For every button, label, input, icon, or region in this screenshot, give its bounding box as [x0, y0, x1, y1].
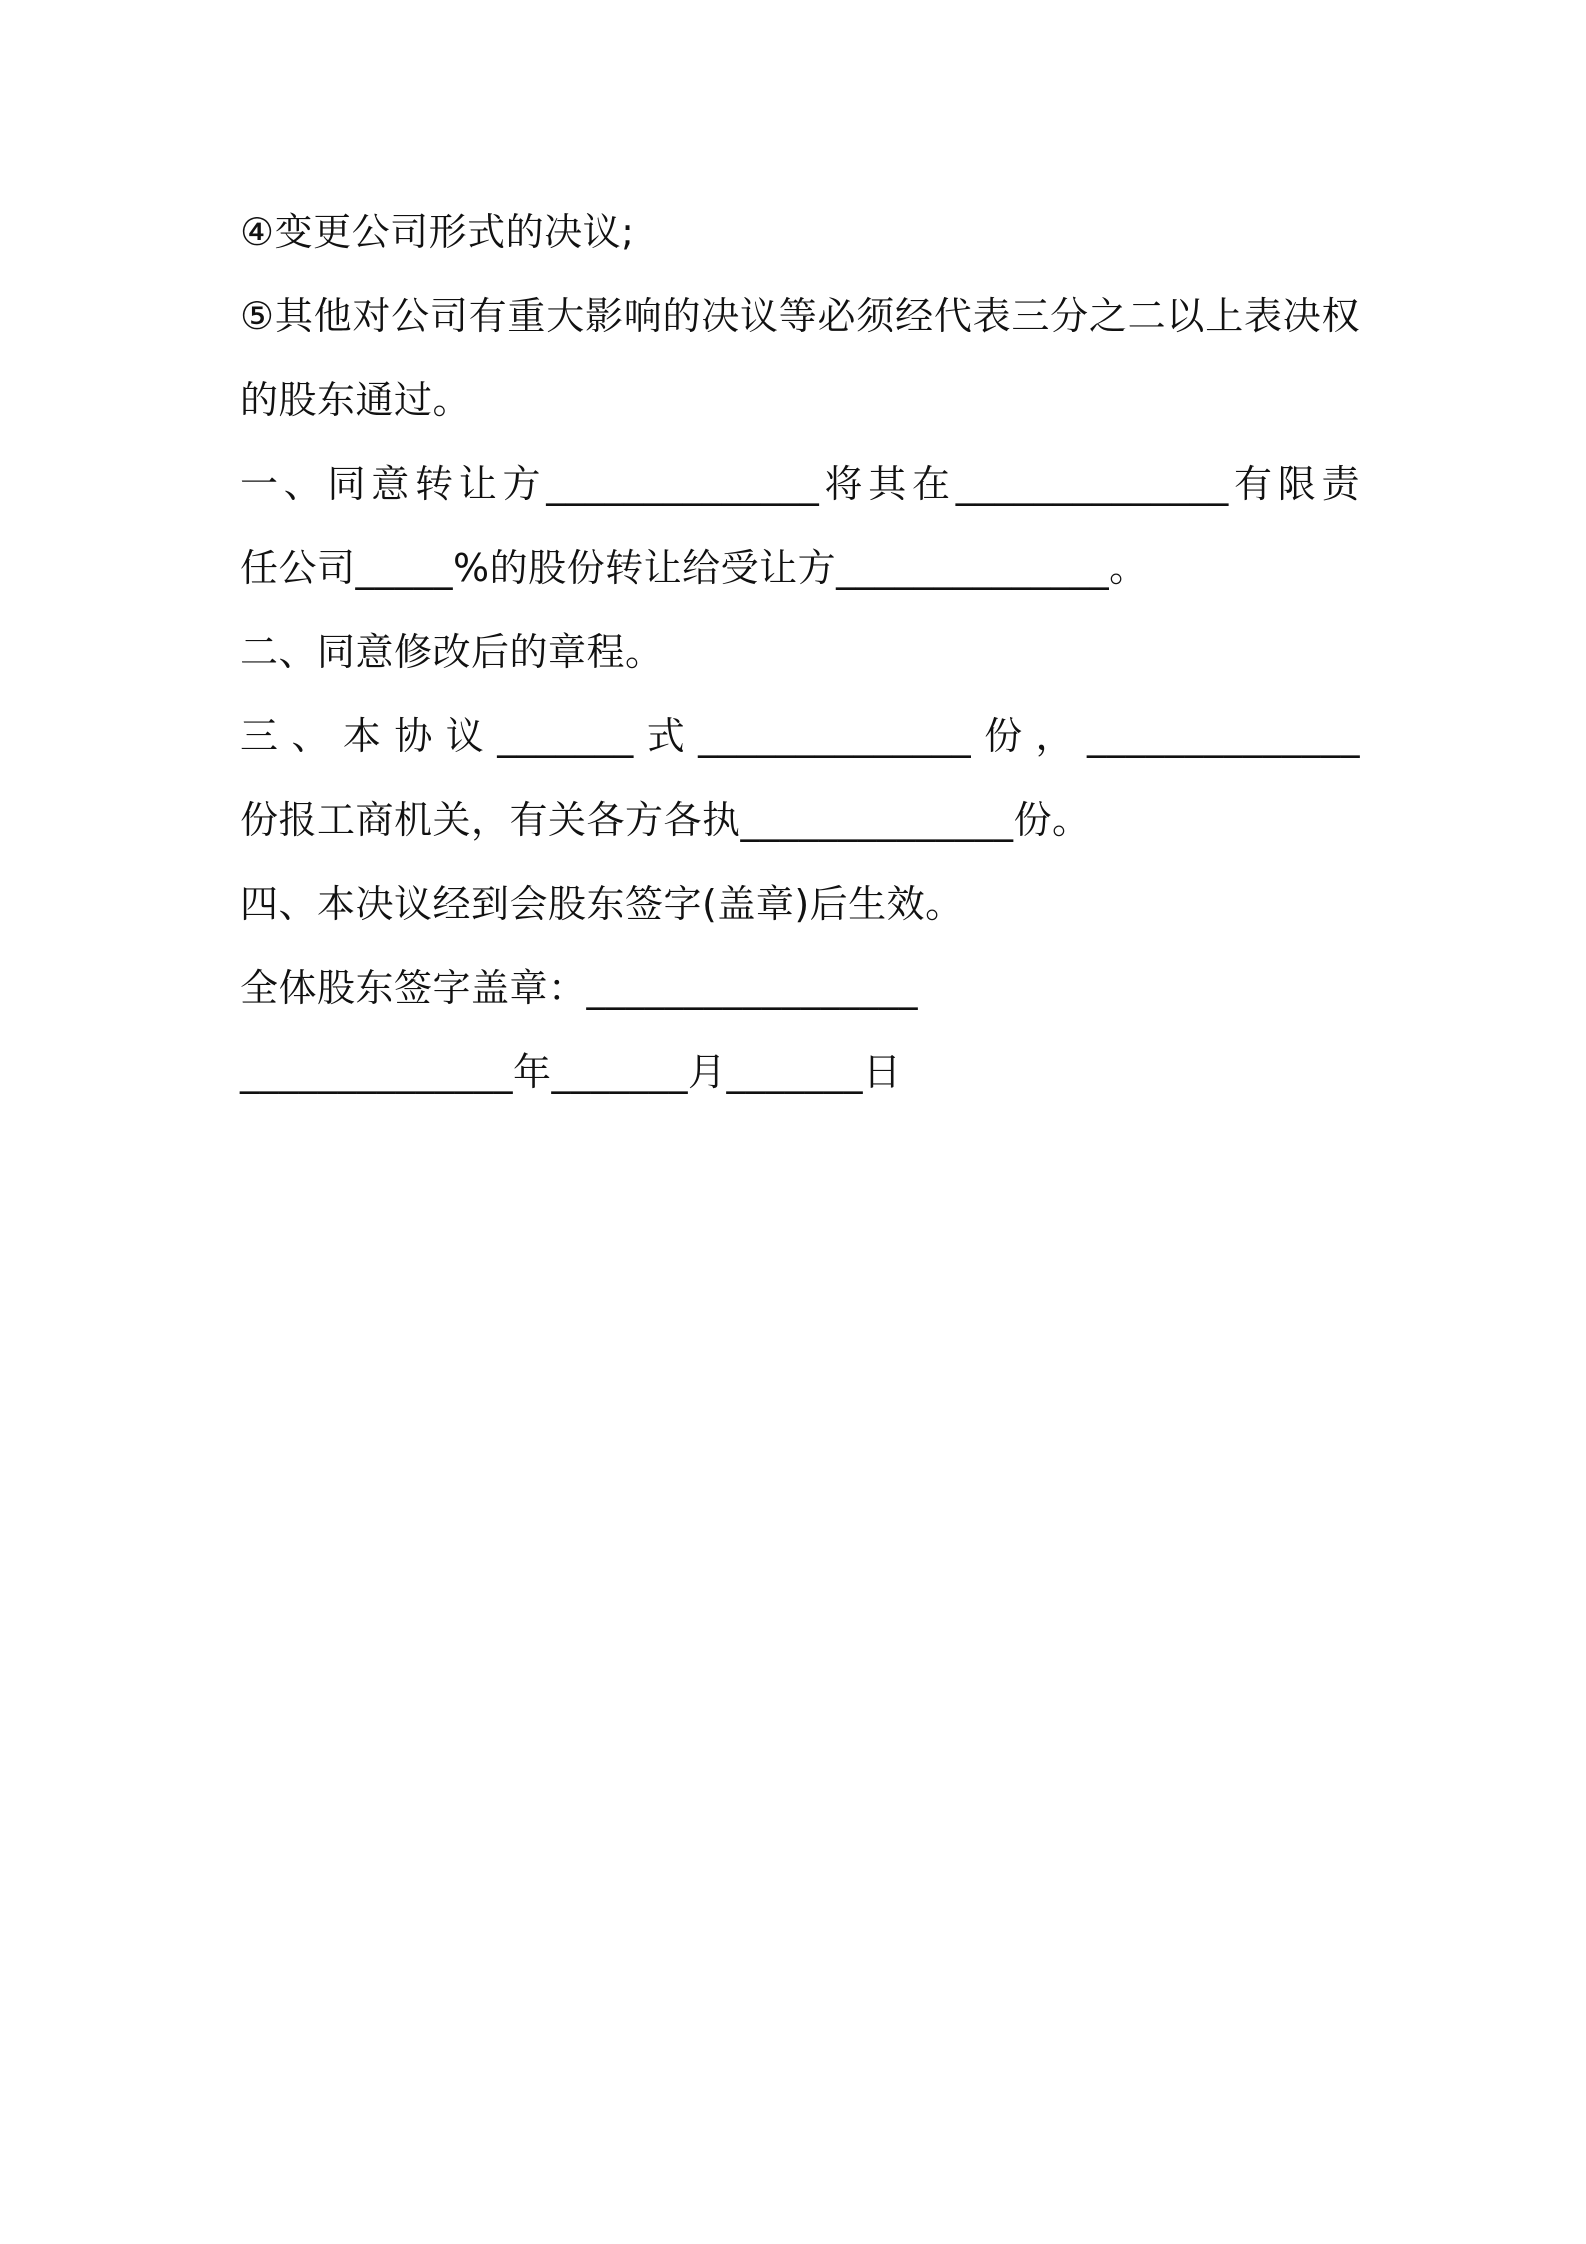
- document-body: [240, 190, 1360, 1114]
- date-line: ______________年_______月_______日: [240, 1050, 902, 1094]
- clause-item-4: ④变更公司形式的决议;: [240, 210, 635, 254]
- clause-item-5-continuation: 的股东通过。: [240, 378, 472, 422]
- resolution-two: 二、同意修改后的章程。: [240, 630, 664, 674]
- resolution-three: 三、本协议_______式______________份，______________: [240, 714, 1360, 758]
- clause-item-5: ⑤其他对公司有重大影响的决议等必须经代表三分之二以上表决权: [240, 294, 1360, 338]
- resolution-three-continuation: 份报工商机关，有关各方各执______________份。: [240, 798, 1091, 842]
- resolution-one-continuation: 任公司_____%的股份转让给受让方______________。: [240, 546, 1148, 590]
- resolution-one: 一、同意转让方______________将其在______________有限责: [240, 462, 1360, 506]
- shareholder-signature-line: 全体股东签字盖章：_________________: [240, 966, 919, 1010]
- resolution-four: 四、本决议经到会股东签字(盖章)后生效。: [240, 882, 964, 926]
